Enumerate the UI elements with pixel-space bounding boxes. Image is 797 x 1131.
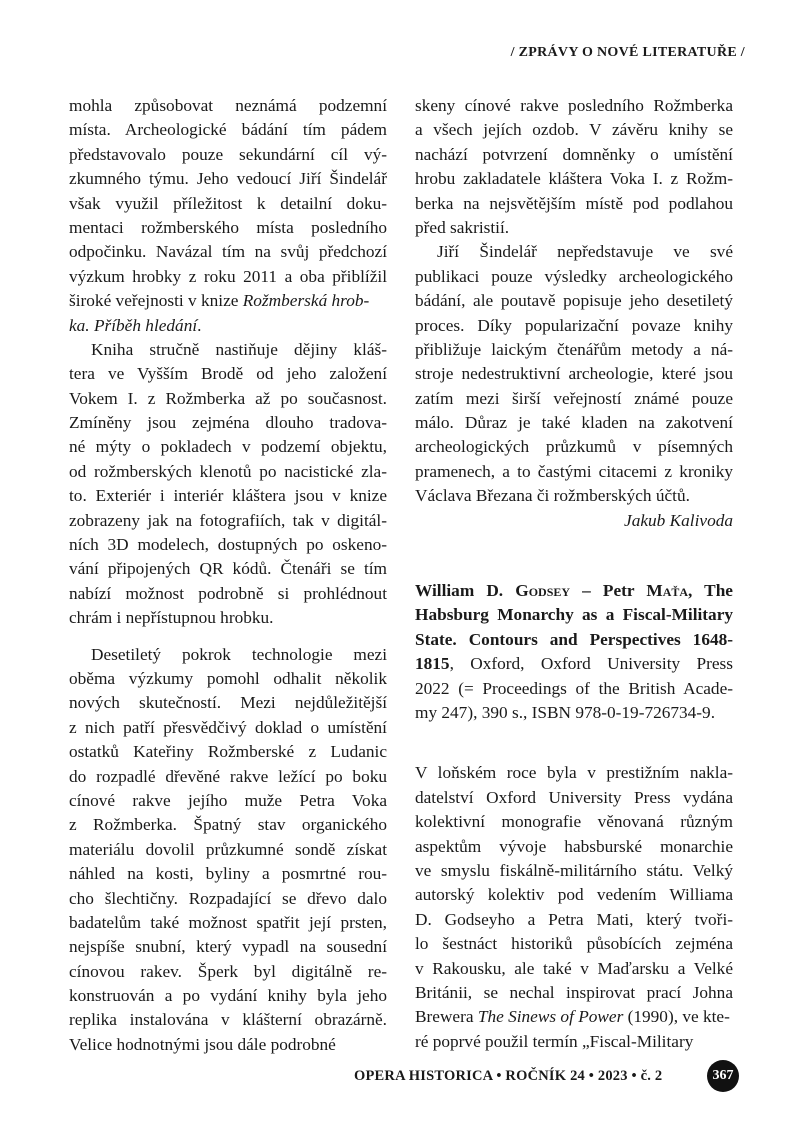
text-line: málo. Důraz je také kladen na zakotvení (415, 413, 733, 433)
text-line: nejspíše snubní, který vypadl na sousední (69, 937, 387, 957)
citation-publisher: , Oxford, Oxford University Press (449, 654, 733, 674)
text-line: V loňském roce byla v prestižním nakla- (415, 763, 733, 783)
right-column (415, 94, 733, 1054)
text-line: zkumného týmu. Jeho vedoucí Jiří Šindelář (69, 169, 387, 189)
citation-line: Habsburg Monarchy as a Fiscal-Military (415, 605, 733, 625)
citation-author1-last: Godsey (515, 581, 571, 601)
text-line: Británii, se nechal inspirovat prací Johna (415, 982, 733, 1002)
citation-year: 1815 (415, 654, 450, 674)
text-line: přibližuje laickým čtenářům metody a ná- (415, 339, 733, 359)
text-line: vání připojených QR kódů. Čtenáři se tím (69, 559, 387, 579)
section-gap (415, 725, 733, 761)
text-line: ních 3D modelech, dostupných po oskeno- (69, 535, 387, 555)
text-line: cínové rakve jejího muže Petra Voka (69, 790, 387, 810)
text-line: zatím mezi širší veřejností známé pouze (415, 388, 733, 408)
citation-line: 2022 (= Proceedings of the British Acade- (415, 678, 733, 698)
period: . (197, 315, 202, 335)
text-line: autorský kolektiv pod vedením Williama (415, 885, 733, 905)
text-line: před sakristií. (415, 217, 510, 237)
text-line: mentaci rožmberského místa posledního (69, 217, 387, 237)
text-line: kolektivní monografie věnovaná různým (415, 812, 733, 832)
text-line: proces. Díky popularizační povaze knihy (415, 315, 733, 335)
text-line: nových skutečností. Mezi nejdůležitější (69, 693, 387, 713)
text-line (69, 289, 387, 313)
text-line: odpočinku. Navázal tím na svůj předchozí (69, 242, 387, 262)
text-line: cho šlechtičny. Rozpadající se dřevo dalo (69, 888, 387, 908)
text-line: však využil příležitost k detailní doku- (69, 193, 387, 213)
text-line: lo šestnáct historiků působících zejména (415, 934, 733, 954)
text-line: bádání, ale poutavě popisuje jeho desetiletý (415, 291, 733, 311)
section-gap (415, 533, 733, 579)
text-line: stroje nedestruktivní archeologie, které jsou (415, 364, 733, 384)
text-line (415, 1005, 733, 1029)
text-line: Václava Březana či rožmberských účtů. (415, 486, 690, 506)
text-line: v Rakousku, ale také v Maďarsku a Velké (415, 958, 733, 978)
text-line: do rozpadlé dřevěné rakve ležící po boku (69, 766, 387, 786)
text-line: ré poprvé použil termín „Fiscal-Military (415, 1031, 694, 1051)
text-line: tera ve Vyšším Brodě od jeho založení (69, 364, 387, 384)
text-line: nachází potvrzení domněnky o umístění (415, 144, 733, 164)
text-line: to. Exteriér i interiér kláštera jsou v knize (69, 486, 387, 506)
section-header: / ZPRÁVY O NOVÉ LITERATUŘE / (510, 45, 745, 60)
text-line: z nich patří přesvědčivý doklad o umístění (69, 717, 387, 737)
text-line: aspektům vývoje habsburské monarchie (415, 836, 733, 856)
text-line: Vokem I. z Rožmberka až po současnost. (69, 388, 387, 408)
text-line: mohla způsobovat neznámá podzemní (69, 96, 387, 115)
text-line: badatelům také možnost spatřit její prsten, (69, 912, 387, 932)
text-fragment: Brewera (415, 1007, 478, 1027)
paragraph-start: Desetiletý pokrok technologie mezi (91, 644, 387, 664)
book-title: Rožmberská hrob- (242, 291, 370, 311)
citation-line: State. Contours and Perspectives 1648- (415, 629, 733, 649)
text-line: materiálu dovolil průzkumné sondě získat (69, 839, 387, 859)
text-line: konstruován a po vydání knihy byla jeho (69, 986, 387, 1006)
book-title-cont: ka. Příběh hledání (69, 315, 198, 335)
text-line: oběma výzkumy pomohl odhalit několik (69, 668, 387, 688)
text-line: replika instalována v klášterní obrazárně. (69, 1010, 387, 1030)
left-column (69, 94, 387, 1057)
journal-footer: OPERA HISTORICA • ROČNÍK 24 • 2023 • č. 2 (354, 1068, 663, 1084)
paragraph-gap (69, 631, 387, 643)
text-line: představovalo pouze sekundární cíl vý- (69, 144, 387, 164)
text-line: ostatků Kateřiny Rožmberské z Ludanic (69, 742, 387, 762)
text-line: né mýty o pokladech v podzemí objektu, (69, 437, 387, 457)
citation-dash: – Petr (570, 581, 647, 601)
text-line: náhled na kosti, byliny a posmrtné rou- (69, 864, 387, 884)
text-line: Zmíněny jsou zejména dlouho tradova- (69, 413, 387, 433)
paragraph-start: Jiří Šindelář nepředstavuje ve své (437, 242, 733, 262)
text-line: hrobu zakladatele kláštera Voka I. z Rožm- (415, 169, 733, 189)
text-line: datelství Oxford University Press vydána (415, 787, 733, 807)
text-line: místa. Archeologické bádání tím pádem (69, 120, 387, 140)
text-line: výzkum hrobky z roku 2011 a oba přiblížil (69, 266, 387, 286)
text-line: z Rožmberka. Špatný stav organického (69, 815, 387, 835)
text-line: od rožmberských klenotů po nacistické zla- (69, 461, 387, 481)
citation-title: , The (688, 581, 733, 601)
text-line: zobrazeny jak na fotografiích, tak v digitál- (69, 510, 387, 530)
reviewer-signature: Jakub Kalivoda (624, 510, 733, 530)
citation-line: my 247), 390 s., ISBN 978-0-19-726734-9. (415, 702, 716, 722)
citation-line (415, 579, 733, 603)
text-line: pramenech, a to častými citacemi z kroniky (415, 461, 733, 481)
text-line: skeny cínové rakve posledního Rožmberka (415, 96, 733, 115)
citation-author2-last: Maťa (646, 581, 689, 601)
text-line: ve smyslu fiskálně-militárního státu. Velký (415, 860, 733, 880)
text-line: publikaci pouze výsledky archeologického (415, 266, 733, 286)
text-fragment: široké veřejnosti v knize (69, 291, 243, 311)
text-line: D. Godseyho a Petra Mati, který tvoři- (415, 909, 733, 929)
text-line: nabízí možnost podrobně si prohlédnout (69, 583, 387, 603)
text-line: a všech jejích ozdob. V závěru knihy se (415, 120, 733, 140)
text-line: berka na nejsvětějším místě pod podlahou (415, 193, 733, 213)
text-line: Velice hodnotnými jsou dále podrobné (69, 1034, 336, 1054)
page-number-badge: 367 (707, 1060, 739, 1092)
text-fragment: (1990), ve kte- (623, 1007, 730, 1027)
text-line: chrám i nepřístupnou hrobku. (69, 608, 274, 628)
citation-line (415, 652, 733, 676)
paragraph-start: Kniha stručně nastiňuje dějiny kláš- (91, 339, 387, 359)
text-line: archeologických průzkumů v písemných (415, 437, 733, 457)
text-line: cínovou rakev. Šperk byl digitálně re- (69, 961, 387, 981)
text-line (69, 314, 387, 338)
book-title: The Sinews of Power (477, 1007, 624, 1027)
citation-author1-first: William D. (415, 581, 516, 601)
